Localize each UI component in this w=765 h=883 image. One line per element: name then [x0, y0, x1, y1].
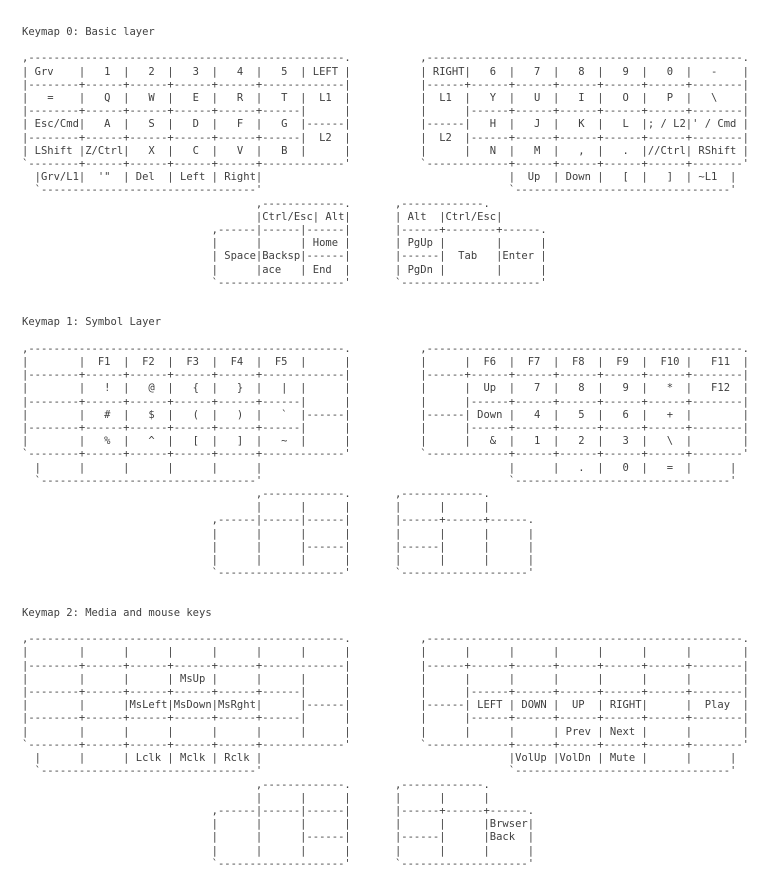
keymap-section-basic-layer — [22, 26, 765, 290]
keymap-0-title: Keymap 0: Basic layer — [22, 26, 155, 38]
keymap-2-title: Keymap 2: Media and mouse keys — [22, 606, 212, 619]
keymap-section-symbol-layer — [22, 316, 765, 580]
keymap-0-ascii-art: ,--------------------------------------------------. ,--------------------------------------------------. | Grv | 1 | 2 | 3 | 4 | 5 | LEFT | | RIGHT| 6 | 7 | 8 | 9 | 0 | - | |--------+------+------+------+------+-------------| |------+------+------+------+------+------+--------| | = | Q | W | E | R | T | L1 | | L1 | Y | U | I | O | P | \ | |--------+------+------+------+------+------| | | |------+------+------+------+------+--------| | Esc/Cmd| A | S | D | F | G |------| |------| H | J | K | L |; / L2|' / Cmd | |--------+------+------+------+------+------| L2 | | L2 |------+------+------+------+------+--------| | LShift |Z/Ctrl| X | C | V | B | | | | N | M | , | . |//Ctrl| RShift | `--------+------+------+------+------+-------------' `-------------+------+------+------+------+--------' |Grv/L1| '" | Del | Left | Right| | Up | Down | [ | ] | ~L1 | `----------------------------------' `----------------------------------' ,-------------. ,-------------. |Ctrl/Esc| Alt| | Alt |Ctrl/Esc| ,------|------|------| |------+--------+------. | | | Home | | PgUp | | | | Space|Backsp|------| |------| Tab |Enter | | |ace | End | | PgDn | | | `--------------------' `----------------------' — [22, 52, 749, 289]
keymap-1-title: Keymap 1: Symbol Layer — [22, 316, 162, 329]
keymap-document — [22, 26, 765, 871]
keymap-1-ascii-art: ,--------------------------------------------------. ,--------------------------------------------------. | | F1 | F2 | F3 | F4 | F5 | | | | F6 | F7 | F8 | F9 | F10 | F11 | |--------+------+------+------+------+-------------| |------+------+------+------+------+------+--------| | | ! | @ | { | } | | | | | | Up | 7 | 8 | 9 | * | F12 | |--------+------+------+------+------+------| | | |------+------+------+------+------+--------| | | # | $ | ( | ) | ` |------| |------| Down | 4 | 5 | 6 | + | | |--------+------+------+------+------+------| | | |------+------+------+------+------+--------| | | % | ^ | [ | ] | ~ | | | | & | 1 | 2 | 3 | \ | | `--------+------+------+------+------+-------------' `-------------+------+------+------+------+--------' | | | | | | | | . | 0 | = | | `----------------------------------' `----------------------------------' ,-------------. ,-------------. | | | | | | ,------|------|------| |------+------+------. | | | | | | | | | | |------| |------| | | | | | | | | | | `--------------------' `--------------------' — [22, 342, 749, 580]
keymap-section-media-mouse-layer — [22, 607, 765, 871]
keymap-2-ascii-art: ,--------------------------------------------------. ,--------------------------------------------------. | | | | | | | | | | | | | | | | |--------+------+------+------+------+-------------| |------+------+------+------+------+------+--------| | | | | MsUp | | | | | | | | | | | | |--------+------+------+------+------+------| | | |------+------+------+------+------+--------| | | |MsLeft|MsDown|MsRght| |------| |------| LEFT | DOWN | UP | RIGHT| | Play | |--------+------+------+------+------+------| | | |------+------+------+------+------+--------| | | | | | | | | | | | | Prev | Next | | | `--------+------+------+------+------+-------------' `-------------+------+------+------+------+--------' | | | Lclk | Mclk | Rclk | |VolUp |VolDn | Mute | | | `----------------------------------' `----------------------------------' ,-------------. ,-------------. | | | | | | ,------|------|------| |------+------+------. | | | | | | |Brwser| | | |------| |------| |Back | | | | | | | | | `--------------------' `--------------------' — [22, 633, 749, 870]
